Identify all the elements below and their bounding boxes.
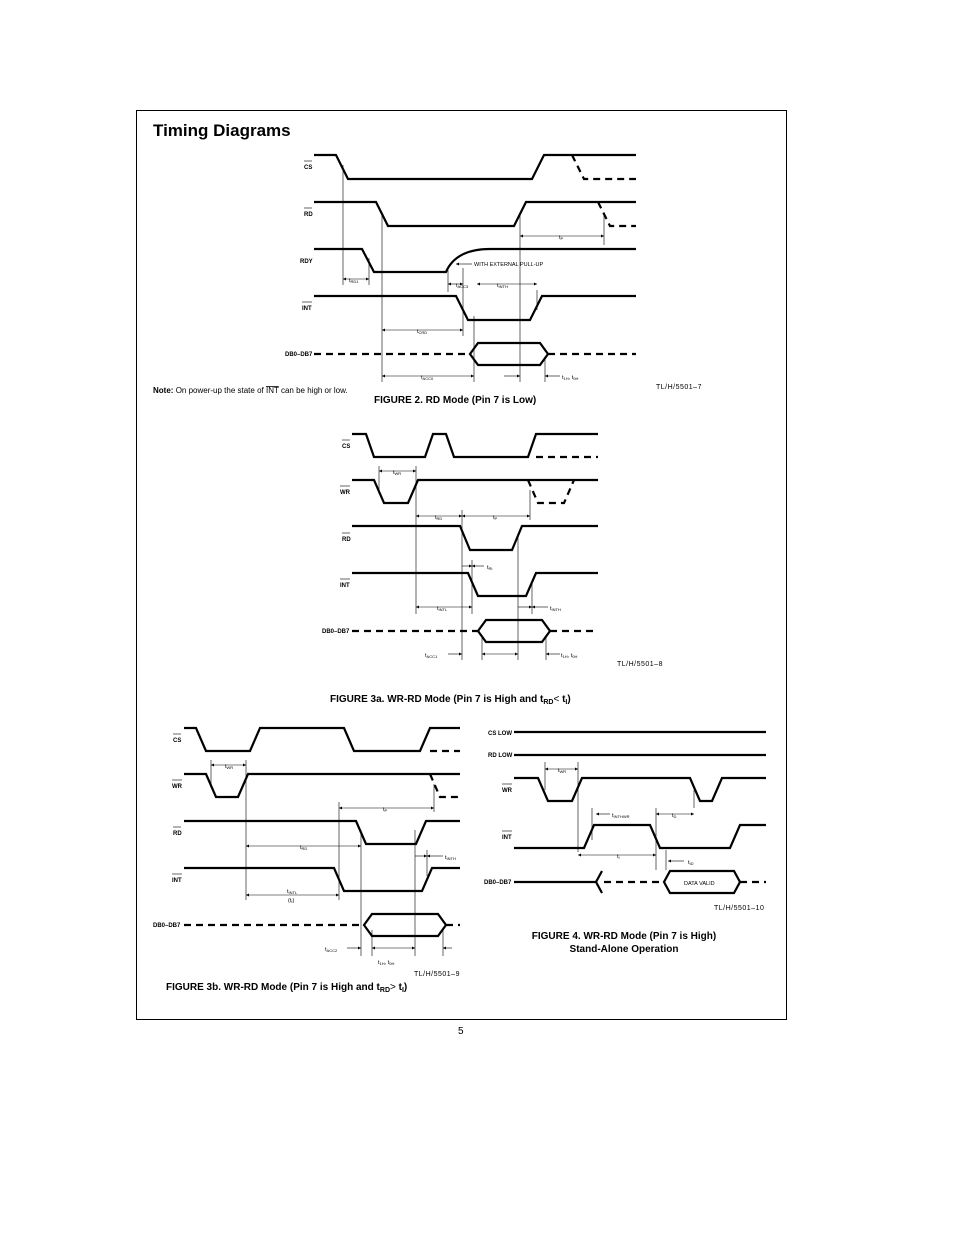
- fig3a-tri-label: tRI: [487, 565, 493, 571]
- fig3b-db-label: DB0–DB7: [153, 923, 181, 929]
- fig4-int-wave: [514, 825, 766, 848]
- fig2-db-label: DB0–DB7: [285, 352, 313, 358]
- fig3b-tintl-label: tINTL: [287, 889, 298, 895]
- fig2-note: Note: On power-up the state of INT can be high or low.: [153, 386, 348, 395]
- page-title: Timing Diagrams: [153, 121, 291, 140]
- fig3b-db-valid-window: [364, 914, 446, 936]
- fig3a-caption: FIGURE 3a. WR-RD Mode (Pin 7 is High and $t_{RD}< t_I$): [330, 694, 571, 706]
- fig2-tinth-label: tINTH: [497, 283, 508, 289]
- fig2-int-label: INT: [302, 306, 312, 312]
- fig4-tid-label: tID: [688, 860, 694, 866]
- fig3b-tacc2-label: tACC2: [325, 947, 338, 953]
- fig3a-cs-label: CS: [342, 444, 351, 450]
- fig3b-wr-label: WR: [172, 784, 182, 790]
- fig3a-rd-wave: [352, 526, 598, 550]
- fig4-tinthwr-label: tINTHWR: [612, 813, 630, 819]
- fig4-data-valid-label: DATA VALID: [684, 881, 715, 887]
- fig2-tp-label: tP: [559, 235, 564, 241]
- figure-4: [484, 731, 766, 955]
- fig2-cs-wave: [314, 155, 636, 179]
- fig3b-wr-wave: [184, 774, 460, 797]
- fig2-cs-label: CS: [304, 165, 313, 171]
- fig3b-rd-label: RD: [173, 831, 182, 837]
- fig2-ref: TL/H/5501–7: [656, 384, 702, 391]
- fig2-int-wave: [314, 296, 636, 320]
- fig3b-tih-label: t1H, t0H: [378, 960, 395, 966]
- fig2-pullup-annotation: WITH EXTERNAL PULL-UP: [474, 262, 544, 268]
- fig3a-wr-label: WR: [340, 490, 350, 496]
- fig3b-int-wave: [184, 868, 460, 891]
- fig4-ti-label: tI: [617, 854, 620, 860]
- fig2-db-valid-window: [470, 343, 548, 365]
- fig3a-tintl-label: tINTL: [437, 606, 448, 612]
- fig3a-int-label: INT: [340, 583, 350, 589]
- fig3a-cs-wave: [352, 434, 598, 457]
- fig3a-trd-label: tRD: [435, 515, 443, 521]
- fig3a-db-label: DB0–DB7: [322, 629, 350, 635]
- fig4-twr-label: tWR: [558, 768, 567, 774]
- fig2-rd-wave: [314, 202, 636, 226]
- fig4-db-label: DB0–DB7: [484, 880, 512, 886]
- figure-3b: [153, 728, 460, 994]
- fig3b-trd-label: tRD: [300, 845, 308, 851]
- fig3a-tinth-label: tINTH: [550, 606, 561, 612]
- fig4-cs-label: CS LOW: [488, 731, 513, 737]
- fig3a-tih-label: t1H, t0H: [561, 653, 578, 659]
- fig3a-db-valid-window: [478, 620, 550, 642]
- figure-2: [153, 155, 702, 406]
- fig3a-wr-wave-alt: [528, 480, 574, 503]
- page-number: 5: [458, 1026, 464, 1037]
- fig2-caption: FIGURE 2. RD Mode (Pin 7 is Low): [374, 395, 537, 406]
- fig2-rd-label: RD: [304, 212, 313, 218]
- fig3b-cs-wave: [184, 728, 460, 751]
- fig4-rd-label: RD LOW: [488, 753, 513, 759]
- fig3b-rd-wave: [184, 821, 460, 844]
- fig3b-tintl-paren-label: (tI): [288, 898, 295, 904]
- fig2-trd1-label: tRD1: [349, 278, 359, 284]
- fig2-cs-wave-alt: [572, 155, 636, 179]
- fig4-td-label: tD: [672, 813, 677, 819]
- fig4-caption-line2: Stand-Alone Operation: [569, 944, 679, 955]
- fig3a-int-wave: [352, 573, 598, 596]
- fig3a-wr-wave: [352, 480, 598, 503]
- fig3b-twr-label: tWR: [225, 764, 234, 770]
- fig2-rdy-wave: [314, 249, 636, 272]
- fig3b-ref: TL/H/5501–9: [414, 971, 460, 978]
- fig3a-tp-label: tP: [493, 515, 498, 521]
- fig2-tacc0-label: tACC0: [421, 375, 434, 381]
- fig3b-int-label: INT: [172, 878, 182, 884]
- figure-3a: [322, 434, 663, 706]
- fig4-ref: TL/H/5501–10: [714, 905, 765, 912]
- fig4-wr-label: WR: [502, 788, 512, 794]
- fig3a-rd-label: RD: [342, 537, 351, 543]
- fig2-rdy-label: RDY: [300, 259, 313, 265]
- fig3a-ref: TL/H/5501–8: [617, 661, 663, 668]
- fig4-int-label: INT: [502, 835, 512, 841]
- fig2-tcrd-label: tCRD: [417, 329, 428, 335]
- fig4-caption-line1: FIGURE 4. WR-RD Mode (Pin 7 is High): [531, 931, 717, 942]
- fig3b-tp-label: tP: [383, 807, 388, 813]
- fig2-tacc3-label: tACC3: [456, 283, 469, 289]
- fig4-db-wave-left: [514, 871, 602, 893]
- fig3b-caption: FIGURE 3b. WR-RD Mode (Pin 7 is High and $t_{RD}> t_I$): [166, 982, 408, 994]
- fig2-tih-label: t1H, t0H: [562, 375, 579, 381]
- fig3b-wr-wave-alt: [430, 774, 460, 797]
- fig3a-twr-label: tWR: [393, 470, 402, 476]
- fig3b-tinth-label: tINTH: [445, 855, 456, 861]
- fig3a-tacc1-label: tACC1: [425, 653, 438, 659]
- fig4-wr-wave: [514, 778, 766, 801]
- fig3b-cs-label: CS: [173, 738, 182, 744]
